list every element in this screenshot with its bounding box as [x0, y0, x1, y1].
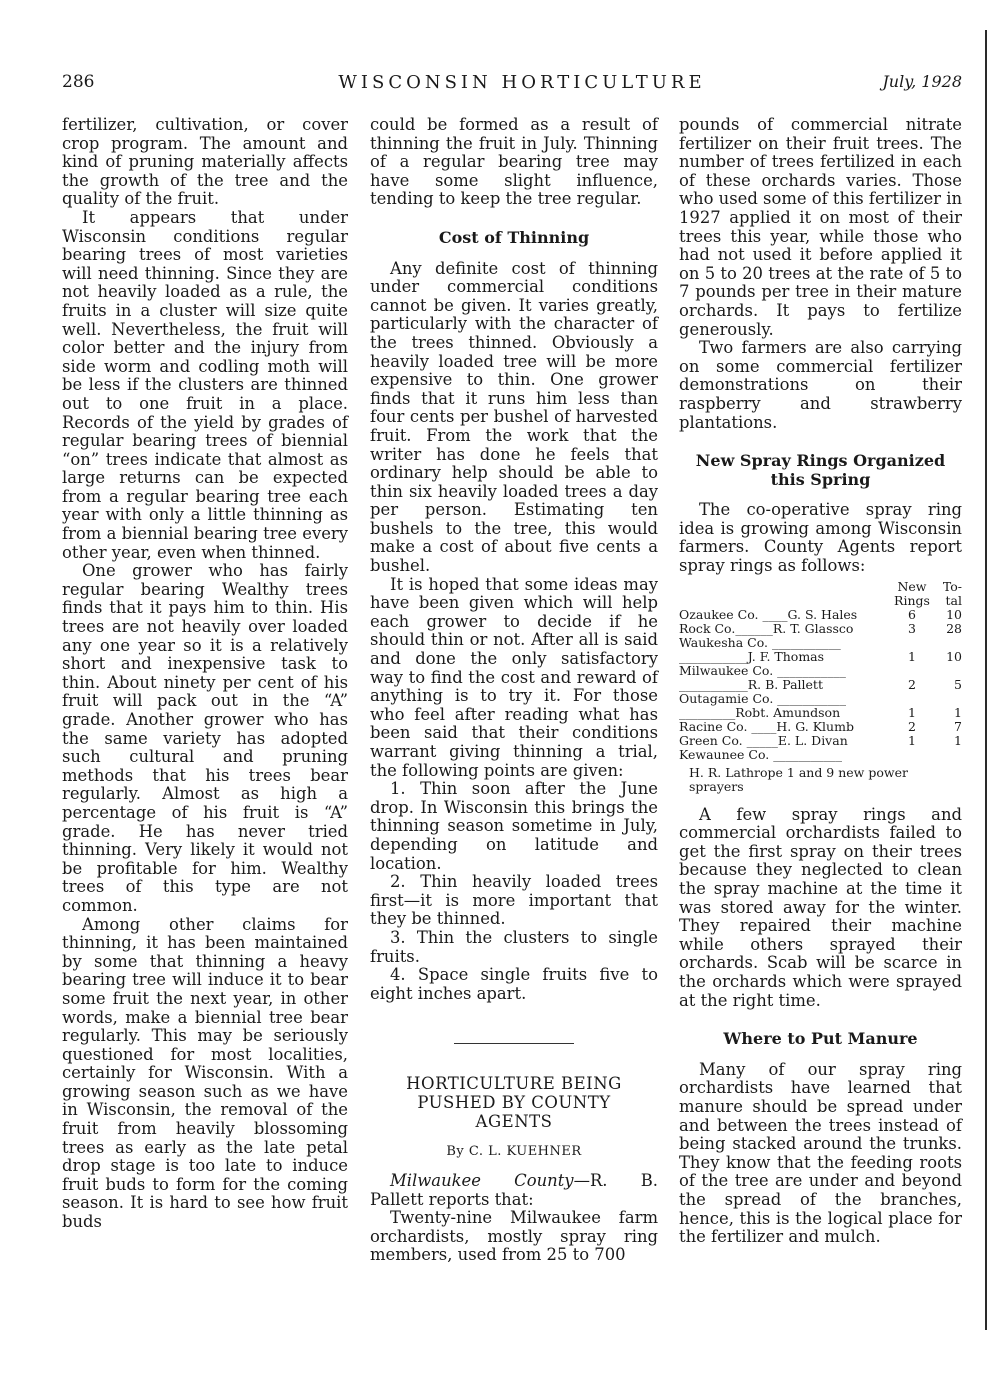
list-item: 4. Space single fruits five to eight inches apart. [370, 965, 658, 1003]
county-name: Milwaukee County [390, 1170, 574, 1190]
paragraph: It is hoped that some ideas may have been given which will help each grower to decide if he should thin or not. After all is said and done the only satisfactory way to find the cost and reward of anything is to try it. For those who feel after reading what has been said that their conditions warrant giving thinning a trial, the following points are given: [370, 574, 658, 780]
table-cell-total: 1 [954, 704, 962, 720]
table-cell-label: Outagamie Co. ___________ [679, 690, 847, 706]
table-cell-total: 10 [946, 606, 962, 622]
paragraph: It appears that under Wisconsin conditions regular bearing trees of most varieties will need thinning. Since they are not heavily loaded as a rule, the fruits in a cluster will size quite well. Nevertheless, the fruit will color better and the injury from side worm and codling moth will be less if the clusters are thinned out to one fruit in a place. Records of the yield by grades of regular bearing trees of biennial “on” trees indicate that almost as large returns can be expected from a regular bearing tree each year with only a little thinning as from a biennial bearing tree every other year, even when thinned. [62, 207, 348, 562]
table-cell-new: 3 [908, 620, 916, 636]
table-row [679, 608, 962, 622]
paragraph [370, 1172, 658, 1209]
journal-title: WISCONSIN HORTICULTURE [338, 72, 706, 93]
table-cell-label: Ozaukee Co. ____G. S. Hales [679, 606, 858, 622]
table-cell-total: 1 [954, 732, 962, 748]
paragraph: Among other claims for thinning, it has been maintained by some that thinning a heavy bearing tree will induce it to bear some fruit the next year, in other words, make a biennial tree bear regularly. This may be seriously questioned for most localities, certainly for Wisconsin. With a growing season such as we have in Wisconsin, the removal of the fruit from heavily blossoming trees as early as the late petal drop stage is too late to induce fruit buds to form for the coming season. It is hard to see how fruit buds [62, 914, 348, 1232]
issue-date: July, 1928 [882, 72, 962, 91]
table-cell-label: _________Robt. Amundson [679, 704, 841, 720]
table-row [679, 706, 962, 720]
column-3 [679, 116, 962, 1247]
spray-rings-table [679, 580, 962, 762]
section-heading-spray-rings [679, 452, 962, 489]
paragraph: could be formed as a result of thinning the fruit in July. Thinning of a regular bearing tree may have some slight influence, tending to keep the tree regular. [370, 115, 658, 209]
table-cell-label: ___________J. F. Thomas [679, 648, 825, 664]
table-row [679, 650, 962, 664]
heading-line: this Spring [770, 469, 871, 489]
paragraph: Twenty-nine Milwaukee farm orchardists, mostly spray ring members, used from 25 to 700 [370, 1208, 658, 1265]
table-cell-total [932, 664, 962, 678]
table-cell-new: 2 [908, 676, 916, 692]
column-2 [370, 116, 658, 1265]
table-cell-new [892, 748, 932, 762]
table-cell-label: Racine Co. ____H. G. Klumb [679, 718, 854, 734]
paragraph: pounds of commercial nitrate fertilizer on their fruit trees. The number of trees fertilized in each of these orchards varies. Those who used some of this fertilizer in 1927 applied it on most of their trees this year, while those who had not used it before applied it on 5 to 20 trees at the rate of 5 to 7 pounds per tree in their mature orchards. It pays to fertilize generously. [679, 115, 963, 339]
heading-line: New Spray Rings Organized [695, 451, 946, 471]
paragraph: One grower who has fairly regular bearing Wealthy trees finds that it pays him to thin. His trees are not heavily over loaded any one year so it is a relatively short and inexpensive task to thin. About ninety per cent of his fruit will pack out in the “A” grade. Another grower who has the same variety has adopted such cultural and pruning methods that his trees bear regularly. Almost as high a percentage of his fruit is “A” grade. He has never tried thinning. Very likely it would not be profitable for him. Wealthy trees of this type are not common. [62, 561, 348, 915]
table-header-row [679, 580, 962, 608]
paragraph: Many of our spray ring orchardists have learned that manure should be spread under and between the trees instead of being stacked around the trunks. They know that the feeding roots of the tree are under and beyond the spread of the branches, hence, this is the logical place for the fertilizer and mulch. [679, 1059, 962, 1247]
page-number: 286 [62, 72, 95, 92]
article-title-line: PUSHED BY COUNTY [417, 1093, 611, 1113]
table-row [679, 734, 962, 748]
section-divider [454, 1043, 574, 1044]
table-cell-new: 1 [908, 704, 916, 720]
paragraph: fertilizer, cultivation, or cover crop program. The amount and kind of pruning materially affects the growth of the tree and the quality of the fruit. [62, 115, 348, 209]
paragraph: The co-operative spray ring idea is growing among Wisconsin farmers. County Agents report spray rings as follows: [679, 500, 962, 576]
table-cell-new: 1 [908, 648, 916, 664]
article-byline: By C. L. KUEHNER [446, 1144, 582, 1160]
table-cell-new: 2 [908, 718, 916, 734]
table-cell-label: Green Co. _____E. L. Divan [679, 732, 848, 748]
section-heading-cost-of-thinning: Cost of Thinning [438, 227, 590, 247]
table-cell-total [932, 692, 962, 706]
table-cell-total: 10 [946, 648, 962, 664]
page-edge-line [985, 30, 987, 1330]
table-cell-new: 6 [908, 606, 916, 622]
column-header-total: To- tal [942, 578, 962, 608]
table-cell-label: ___________R. B. Pallett [679, 676, 823, 692]
page-header [62, 72, 982, 96]
table-row [679, 692, 962, 706]
table-cell-new: 1 [908, 732, 916, 748]
column-header-new: New Rings [894, 578, 930, 608]
table-cell-new [892, 636, 932, 650]
column-1 [62, 116, 348, 1232]
table-row [679, 622, 962, 636]
article-title-line: AGENTS [475, 1112, 553, 1132]
paragraph-text: —R. B. Pallett reports that: [370, 1170, 658, 1209]
table-row [679, 748, 962, 762]
list-item: 2. Thin heavily loaded trees first—it is more important that they be thinned. [370, 872, 658, 929]
table-row [679, 664, 962, 678]
table-row [679, 720, 962, 734]
table-cell-label: Kewaunee Co. ___________ [679, 746, 842, 762]
article-title-line: HORTICULTURE BEING [406, 1074, 622, 1094]
table-cell-total: 28 [946, 620, 962, 636]
table-cell-total: 5 [954, 676, 962, 692]
article-title [370, 1074, 658, 1131]
table-cell-total [932, 636, 962, 650]
table-cell-total [932, 748, 962, 762]
table-cell-new [892, 664, 932, 678]
paragraph: Two farmers are also carrying on some commercial fertilizer demonstrations on their raspberry and strawberry plantations. [679, 338, 962, 432]
list-item: 3. Thin the clusters to single fruits. [370, 927, 658, 966]
table-row [679, 636, 962, 650]
table-cell-label: Waukesha Co. ___________ [679, 634, 841, 650]
table-cell-label: Milwaukee Co. ___________ [679, 662, 846, 678]
table-cell-label: Rock Co.______R. T. Glassco [679, 620, 854, 636]
paragraph: A few spray rings and commercial orchardists failed to get the first spray on their trees because they neglected to clean the spray machine at the time it was stored away for the winter. They repaired their machine while others sprayed their orchards. Scab will be scarce in the orchards which were sprayed at the right time. [679, 804, 962, 1010]
table-note: H. R. Lathrope 1 and 9 new power sprayers [689, 764, 908, 794]
table-row [679, 678, 962, 692]
list-item: 1. Thin soon after the June drop. In Wisconsin this brings the thinning season sometime in July, depending on latitude and location. [370, 779, 658, 873]
table-cell-total: 7 [954, 718, 962, 734]
table-cell-new [892, 692, 932, 706]
section-heading-where-to-put-manure: Where to Put Manure [723, 1029, 918, 1049]
paragraph: Any definite cost of thinning under commercial conditions cannot be given. It varies greatly, particularly with the character of the trees thinned. Obviously a heavily loaded tree will be more expensive to thin. One grower finds that it runs him less than four cents per bushel of harvested fruit. From the work that the writer has done he feels that ordinary help should be able to thin six heavily loaded trees a day per person. Estimating ten bushels to the tree, this would make a cost of about five cents a bushel. [370, 258, 658, 576]
